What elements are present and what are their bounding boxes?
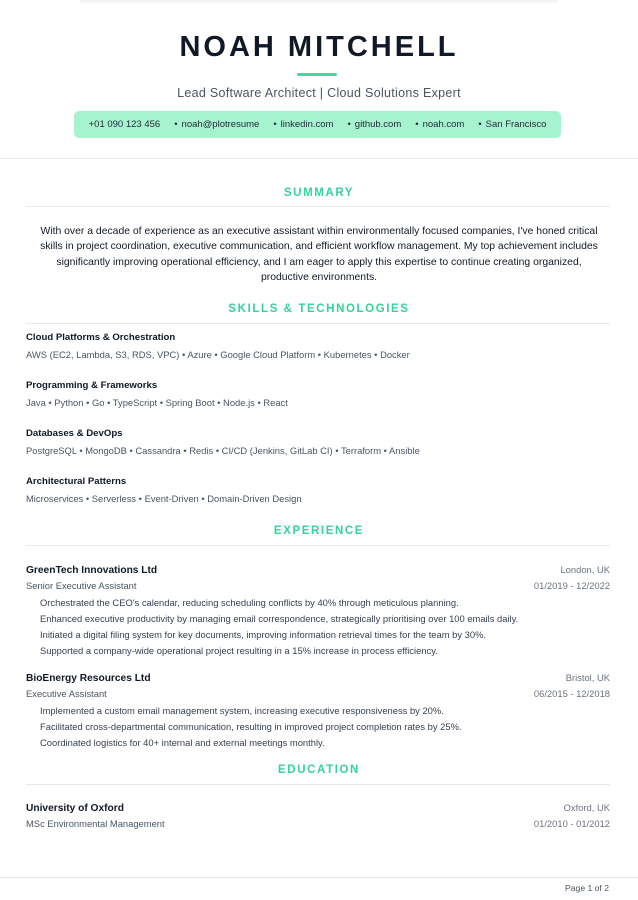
candidate-name: NOAH MITCHELL xyxy=(179,31,459,63)
list-item: Facilitated cross-departmental communication, resulting in improved project completion rates by 25%. xyxy=(40,721,462,732)
skill-group xyxy=(26,332,610,361)
job-location: Bristol, UK xyxy=(565,672,610,683)
skill-group-title: Databases & DevOps xyxy=(26,428,123,439)
job-bullets xyxy=(26,595,610,659)
skills-heading: SKILLS & TECHNOLOGIES xyxy=(228,303,410,315)
contact-location: • San Francisco xyxy=(478,119,547,130)
bullet-icon: • xyxy=(347,119,351,130)
skills-divider xyxy=(26,323,610,324)
education-dates: 01/2010 - 01/2012 xyxy=(533,818,610,829)
education-entry xyxy=(26,801,610,831)
job-entry xyxy=(26,563,610,659)
contact-email[interactable]: • noah@plotresume xyxy=(174,119,260,130)
skill-group xyxy=(26,380,610,409)
skill-group-items: PostgreSQL • MongoDB • Cassandra • Redis • CI/CD (Jenkins, GitLab CI) • Terraform • Ansible xyxy=(26,445,420,456)
experience-divider xyxy=(26,545,610,546)
page-number: Page 1 of 2 xyxy=(565,883,609,893)
job-company: GreenTech Innovations Ltd xyxy=(26,565,158,576)
bullet-icon: • xyxy=(478,119,482,130)
skill-group xyxy=(26,428,610,457)
skill-group-title: Programming & Frameworks xyxy=(26,380,158,391)
job-dates: 01/2019 - 12/2022 xyxy=(533,580,610,591)
skill-group-items: Java • Python • Go • TypeScript • Spring Boot • Node.js • React xyxy=(26,397,288,408)
contact-phone[interactable]: +01 090 123 456 xyxy=(88,119,161,130)
job-bullets xyxy=(26,703,610,751)
job-entry xyxy=(26,671,610,751)
bullet-icon: • xyxy=(273,119,277,130)
job-dates: 06/2015 - 12/2018 xyxy=(533,688,610,699)
education-degree: MSc Environmental Management xyxy=(26,818,165,829)
contact-website[interactable]: • noah.com xyxy=(415,119,465,130)
education-heading: EDUCATION xyxy=(278,764,360,776)
summary-heading: SUMMARY xyxy=(283,187,355,199)
job-location: London, UK xyxy=(560,564,610,575)
job-role: Executive Assistant xyxy=(26,688,107,699)
name-underline xyxy=(297,73,337,76)
footer-divider xyxy=(0,877,638,878)
summary-divider xyxy=(26,206,610,207)
skill-group-items: Microservices • Serverless • Event-Driven • Domain-Driven Design xyxy=(26,493,302,504)
skill-group-items: AWS (EC2, Lambda, S3, RDS, VPC) • Azure • Google Cloud Platform • Kubernetes • Docker xyxy=(26,349,410,360)
list-item: Coordinated logistics for 40+ internal and external meetings monthly. xyxy=(40,737,325,748)
candidate-tagline: Lead Software Architect | Cloud Solutions Expert xyxy=(177,86,461,100)
experience-heading: EXPERIENCE xyxy=(273,525,365,537)
list-item: Orchestrated the CEO's calendar, reducing scheduling conflicts by 40% through meticulous planning. xyxy=(40,597,459,608)
job-company: BioEnergy Resources Ltd xyxy=(26,673,151,684)
education-location: Oxford, UK xyxy=(563,802,610,813)
education-school: University of Oxford xyxy=(26,803,124,814)
list-item: Initiated a digital filing system for key documents, improving information retrieval times for the team by 30%. xyxy=(40,629,487,640)
skill-group-title: Architectural Patterns xyxy=(26,476,127,487)
list-item: Supported a company-wide operational project resulting in a 15% increase in process efficiency. xyxy=(40,645,438,656)
skill-group-title: Cloud Platforms & Orchestration xyxy=(26,332,176,343)
list-item: Enhanced executive productivity by managing email correspondence, strategically prioritising over 100 emails daily. xyxy=(40,613,519,624)
summary-text: With over a decade of experience as an executive assistant within environmentally focused companies, I've honed critical skills in project coordination, executive communication, and efficient workflow management. My top achievement includes significantly improving operational efficiency, and I am eager to apply this expertise to continue creating organized, productive environments. xyxy=(40,226,598,283)
contact-bar xyxy=(74,111,561,138)
job-role: Senior Executive Assistant xyxy=(26,580,137,591)
bullet-icon: • xyxy=(174,119,178,130)
list-item: Implemented a custom email management system, increasing executive responsiveness by 20%. xyxy=(40,705,444,716)
contact-linkedin[interactable]: • linkedin.com xyxy=(273,119,334,130)
bullet-icon: • xyxy=(415,119,419,130)
education-divider xyxy=(26,784,610,785)
contact-github[interactable]: • github.com xyxy=(347,119,402,130)
skill-group xyxy=(26,476,610,505)
resume-header xyxy=(0,0,638,159)
